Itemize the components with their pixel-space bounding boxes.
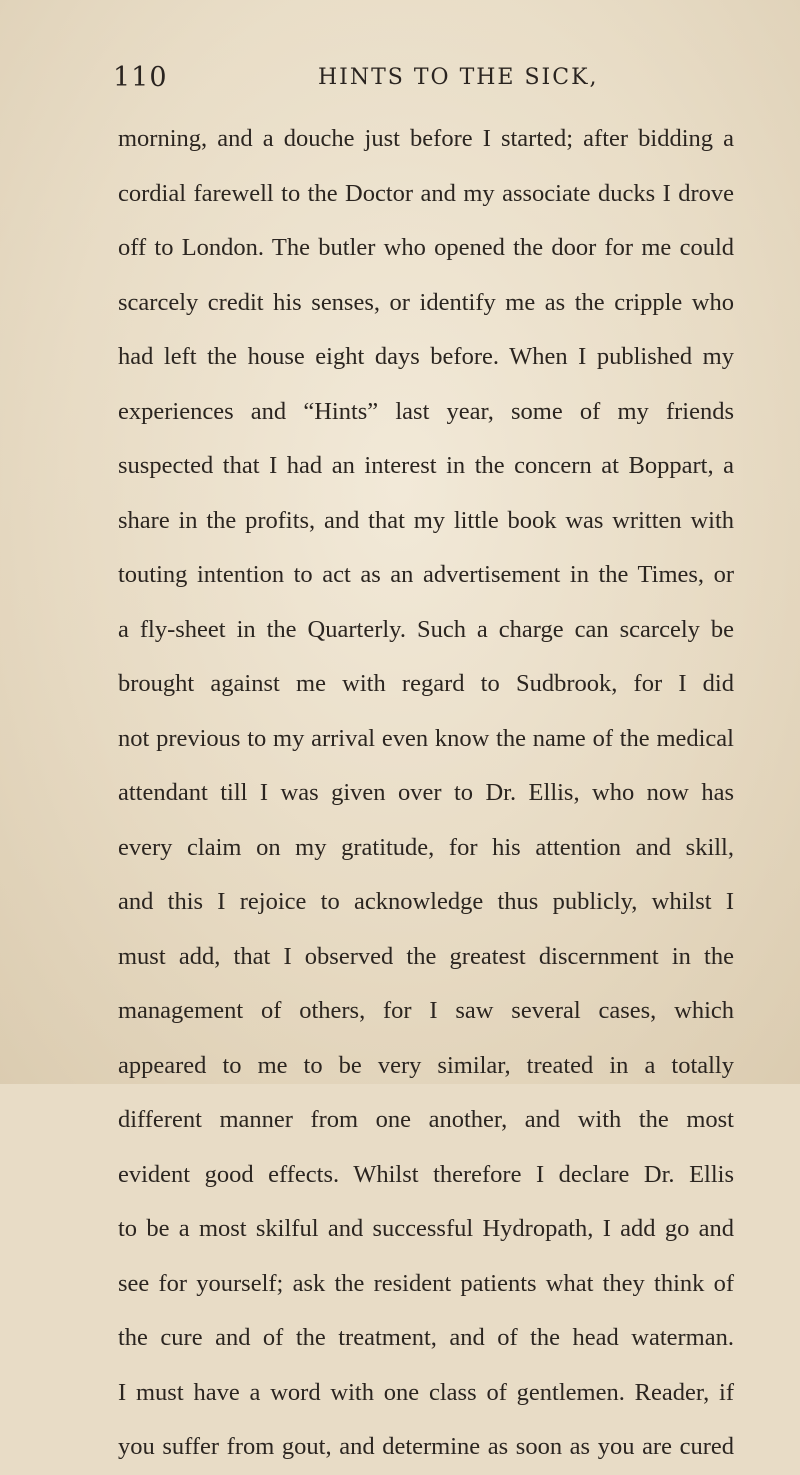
page-header <box>0 62 800 92</box>
text-line: different manner from one another, and with the most <box>118 1106 734 1133</box>
text-line: evident good effects. Whilst therefore I declare Dr. Ellis <box>118 1160 734 1188</box>
text-line: had left the house eight days before. When I published my <box>118 343 734 370</box>
text-line: appeared to me to be very similar, treated in a totally <box>118 1051 734 1079</box>
text-line: scarcely credit his senses, or identify me as the cripple who <box>118 288 734 316</box>
text-line: the cure and of the treatment, and of the head waterman. <box>118 1324 734 1351</box>
text-line: touting intention to act as an advertisement in the Times, or <box>118 561 734 588</box>
text-line: suspected that I had an interest in the concern at Boppart, a <box>118 452 734 479</box>
text-line: off to London. The butler who opened the door for me could <box>118 234 734 261</box>
text-line: share in the profits, and that my little book was written with <box>118 506 734 534</box>
text-line: must add, that I observed the greatest discernment in the <box>118 942 734 970</box>
text-line: morning, and a douche just before I started; after bidding a <box>118 125 734 152</box>
text-line: see for yourself; ask the resident patients what they think of <box>118 1269 734 1297</box>
text-line: and this I rejoice to acknowledge thus publicly, whilst I <box>118 888 734 915</box>
text-line: brought against me with regard to Sudbrook, for I did <box>118 670 734 697</box>
text-line: you suffer from gout, and determine as soon as you are cured <box>118 1433 734 1460</box>
body-text <box>118 112 734 1475</box>
running-title: HINTS TO THE SICK, <box>318 65 599 90</box>
text-line: cordial farewell to the Doctor and my associate ducks I drove <box>118 179 734 207</box>
text-line: a fly-sheet in the Quarterly. Such a charge can scarcely be <box>118 615 734 643</box>
text-line: not previous to my arrival even know the name of the medical <box>118 724 734 752</box>
text-line: management of others, for I saw several cases, which <box>118 997 734 1024</box>
text-line: attendant till I was given over to Dr. Ellis, who now has <box>118 779 734 806</box>
text-line: I must have a word with one class of gentlemen. Reader, if <box>118 1378 734 1406</box>
text-line: every claim on my gratitude, for his attention and skill, <box>118 833 734 861</box>
text-line: experiences and “Hints” last year, some of my friends <box>118 397 734 425</box>
page-number: 110 <box>113 62 168 93</box>
text-line: to be a most skilful and successful Hydropath, I add go and <box>118 1215 734 1242</box>
